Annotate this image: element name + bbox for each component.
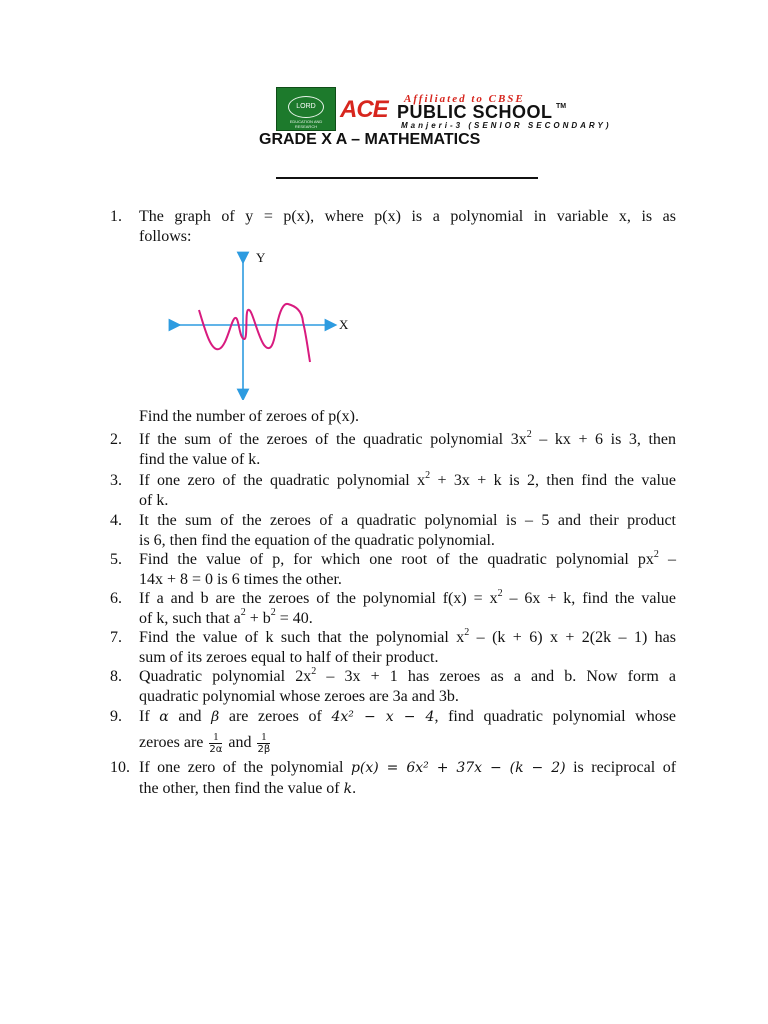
document-header xyxy=(0,0,768,200)
question-number: 3. xyxy=(110,472,122,489)
question-10 xyxy=(110,758,676,799)
logo-emblem: LORD xyxy=(288,96,324,118)
question-number: 8. xyxy=(110,668,122,685)
question-1 xyxy=(110,207,676,246)
question-text-cont: 14x + 8 = 0 is 6 times the other. xyxy=(139,570,342,588)
question-text-cont: of k. xyxy=(139,491,169,509)
polynomial-curve xyxy=(199,304,310,362)
question-text: If one zero of the polynomial p(x) = 6x² + 37x − (k − 2) is reciprocal of xyxy=(139,759,677,776)
question-number: 2. xyxy=(110,431,122,448)
question-text: If the sum of the zeroes of the quadratic polynomial $3x^2$ – kx + 6 is 3, then xyxy=(139,428,677,448)
question-9 xyxy=(110,707,676,756)
question-text: Quadratic polynomial $2x^2 - 3x + 1$ has zeroes as a and b. Now form a xyxy=(139,665,676,685)
question-1-ask xyxy=(110,407,676,427)
question-number: 9. xyxy=(110,708,122,725)
question-text-cont: find the value of k. xyxy=(139,450,261,468)
logo-subtext: EDUCATION AND RESEARCH xyxy=(289,119,323,129)
question-text-cont: quadratic polynomial whose zeroes are 3a and 3b. xyxy=(139,687,459,705)
page-title: GRADE X A – MATHEMATICS xyxy=(259,131,481,148)
brand-ace: ACE xyxy=(340,96,388,123)
question-4 xyxy=(110,511,676,550)
question-text: Find the value of p, for which one root of the quadratic polynomial $px^2$ – xyxy=(139,548,677,568)
school-logo xyxy=(276,87,336,131)
school-name: PUBLIC SCHOOL xyxy=(397,102,553,122)
question-text-cont: follows: xyxy=(139,227,192,245)
question-text: If one zero of the quadratic polynomial $x^2 + 3x + k$ is 2, then find the value xyxy=(139,469,676,489)
y-axis-label: Y xyxy=(256,250,266,265)
question-8 xyxy=(110,667,676,706)
question-7 xyxy=(110,628,676,667)
question-text: It the sum of the zeroes of a quadratic polynomial is – 5 and their product xyxy=(139,512,676,529)
question-number: 4. xyxy=(110,512,122,529)
affiliation-text: Affiliated to CBSE xyxy=(404,93,525,105)
question-number: 1. xyxy=(110,208,122,225)
polynomial-graph xyxy=(155,250,355,400)
question-2 xyxy=(110,430,676,469)
question-5 xyxy=(110,550,676,589)
title-underline xyxy=(276,177,538,179)
question-6 xyxy=(110,589,676,628)
fraction-1-over-2beta: $\frac{1}{2\beta}$ xyxy=(257,730,271,755)
question-text: If α and β are zeroes of 4x² − x − 4, find quadratic polynomial whose xyxy=(139,708,677,725)
x-axis-label: X xyxy=(339,317,349,332)
trademark: TM xyxy=(556,103,567,110)
question-number: 7. xyxy=(110,629,122,646)
question-number: 6. xyxy=(110,590,122,607)
question-text: The graph of y = p(x), where p(x) is a polynomial in variable x, is as xyxy=(139,208,676,225)
question-text: Find the value of k such that the polynomial $x^2 - (k + 6) x + 2(2k - 1)$ has xyxy=(139,626,676,646)
question-text-cont: is 6, then find the equation of the quadratic polynomial. xyxy=(139,531,495,549)
question-text-cont: the other, then find the value of k. xyxy=(139,779,357,797)
question-text: If a and b are the zeroes of the polynomial $f(x) = x^2 - 6x + k$, find the value xyxy=(139,587,676,607)
question-text-cont: of k, such that $a^2 + b^2 = 40$. xyxy=(139,607,313,627)
question-3 xyxy=(110,471,676,510)
question-number: 5. xyxy=(110,551,122,568)
fraction-1-over-2alpha: $\frac{1}{2\alpha}$ xyxy=(209,730,223,755)
question-text: Find the number of zeroes of p(x). xyxy=(139,408,359,425)
school-tagline: Manjeri-3 (SENIOR SECONDARY) xyxy=(401,121,612,130)
question-text-cont: zeroes are $\frac{1}{2\alpha}$ and $\frac{1}{2\beta}$ xyxy=(139,730,271,755)
question-text-cont: sum of its zeroes equal to half of their product. xyxy=(139,648,439,666)
question-number: 10. xyxy=(110,759,130,776)
